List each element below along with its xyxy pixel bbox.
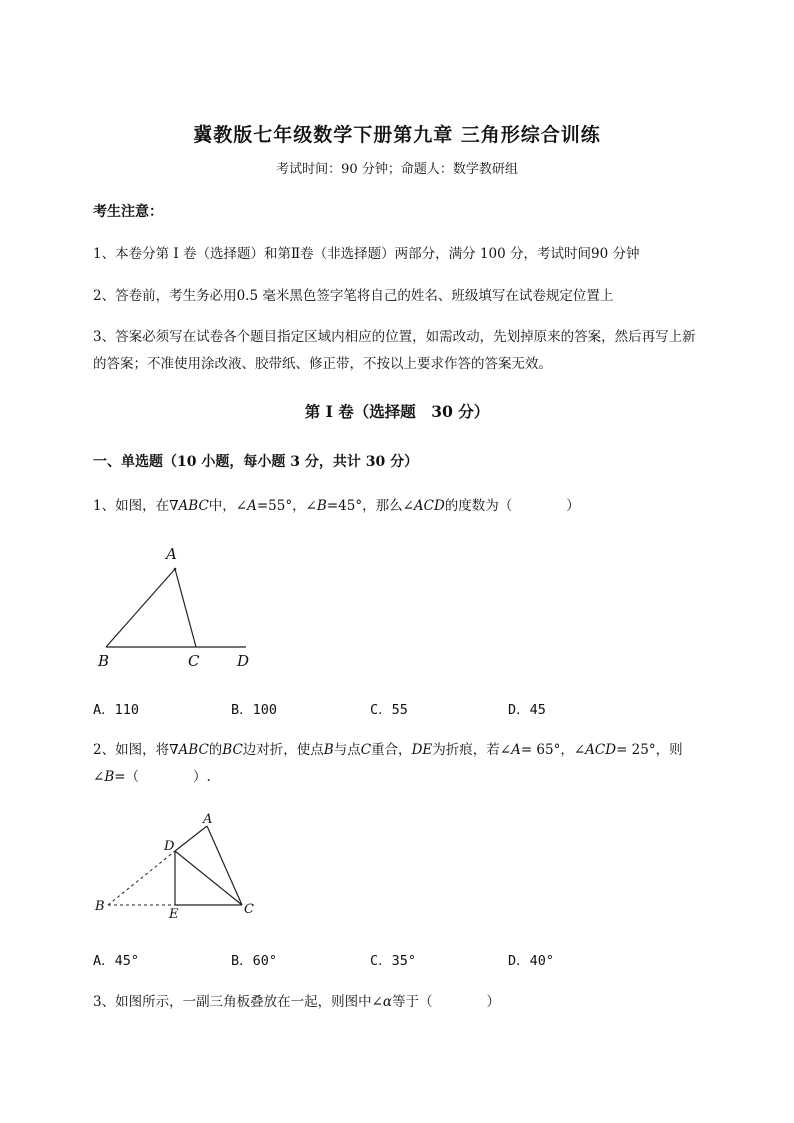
label-e: E: [169, 907, 179, 922]
q2-option-c: C．35°: [370, 953, 417, 969]
exam-info: 考试时间：90 分钟；命题人：数学教研组: [276, 162, 518, 177]
label-b: B: [98, 652, 110, 670]
q2-option-b: B．60°: [231, 953, 278, 969]
notice-item-1: 1、本卷分第 I 卷（选择题）和第Ⅱ卷（非选择题）两部分，满分 100 分，考试时间90 分钟: [93, 246, 640, 262]
q1-option-d: D．45: [508, 702, 546, 718]
q2-option-d: D．40°: [508, 953, 555, 969]
part-heading: 一、单选题（10 小题，每小题 3 分，共计 30 分）: [93, 454, 419, 470]
question-2-stem-line-2: ∠B=（ ）.: [93, 769, 211, 785]
label-a: A: [166, 545, 177, 563]
label-c: C: [244, 902, 254, 917]
section-title: 第 I 卷（选择题 30 分）: [304, 402, 490, 421]
label-d: D: [164, 839, 175, 854]
notice-item-2: 2、答卷前，考生务必用0.5 毫米黑色签字笔将自己的姓名、班级填写在试卷规定位置上: [93, 288, 614, 304]
label-d: D: [237, 652, 250, 670]
question-2-stem-line-1: 2、如图，将∇ABC的BC边对折，使点B与点C重合，DE为折痕，若∠A= 65°，∠ACD= 25°，则: [93, 742, 683, 758]
label-b: B: [95, 899, 105, 914]
notice-item-3-line-1: 3、答案必须写在试卷各个题目指定区域内相应的位置，如需改动，先划掉原来的答案，然后再写上新: [93, 329, 696, 345]
q1-option-b: B．100: [231, 702, 278, 718]
q2-option-a: A．45°: [93, 953, 140, 969]
question-1-stem: 1、如图，在∇ABC中，∠A=55°，∠B=45°，那么∠ACD的度数为（ ）: [93, 498, 580, 514]
label-a: A: [203, 812, 213, 827]
notice-heading: 考生注意：: [93, 204, 163, 220]
label-c: C: [188, 652, 200, 670]
q1-option-a: A．110: [93, 702, 140, 718]
page-title: 冀教版七年级数学下册第九章 三角形综合训练: [193, 124, 601, 146]
notice-item-3-line-2: 的答案；不准使用涂改液、胶带纸、修正带，不按以上要求作答的答案无效。: [93, 356, 552, 372]
question-3-stem: 3、如图所示，一副三角板叠放在一起，则图中∠α等于（ ）: [93, 994, 501, 1010]
q1-option-c: C．55: [370, 702, 408, 718]
